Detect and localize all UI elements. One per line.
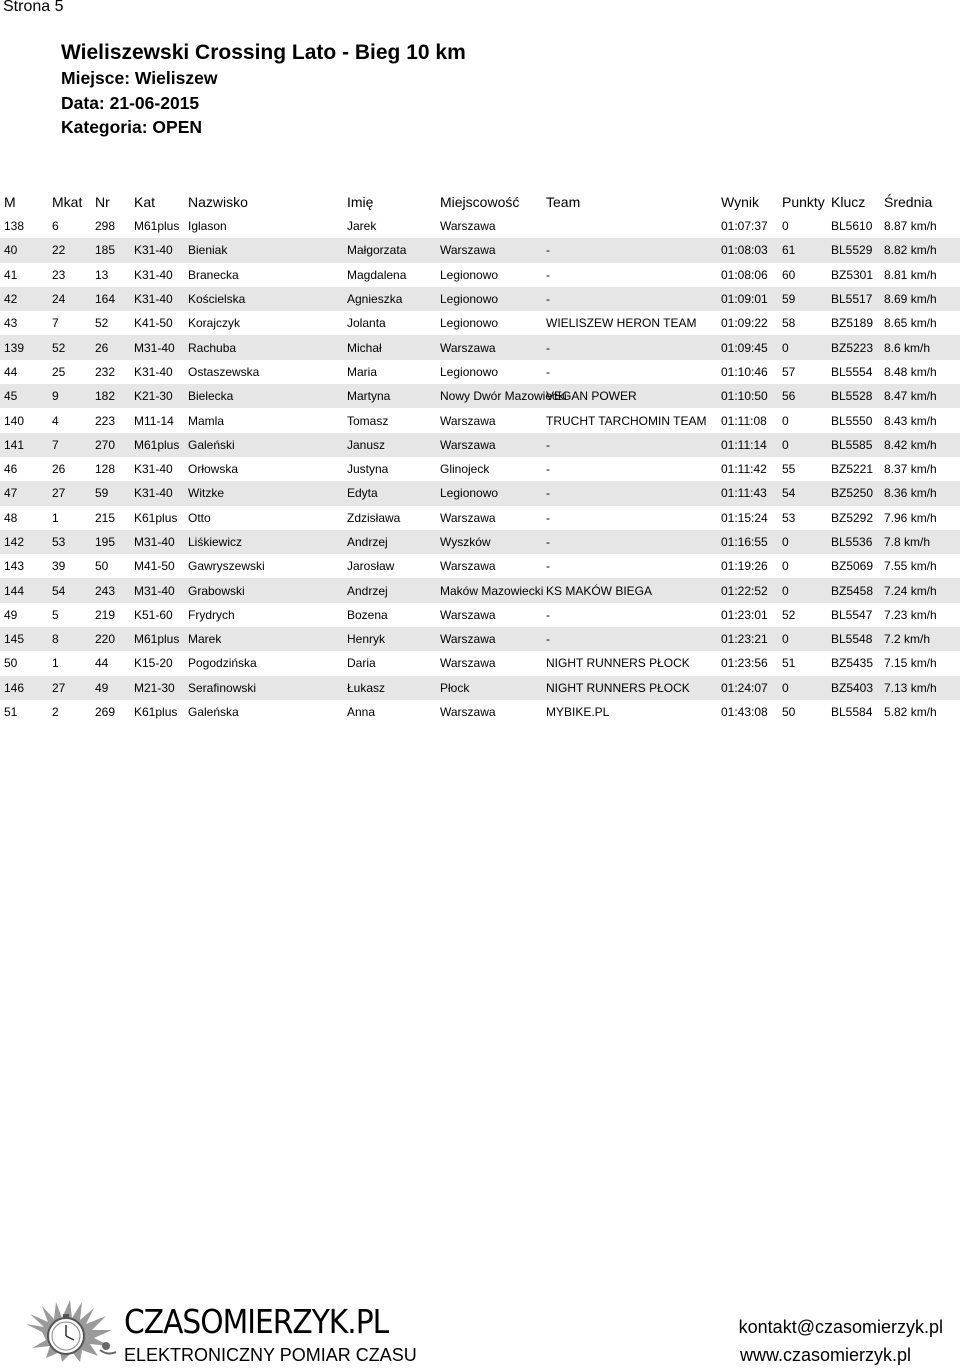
table-cell: BL5550 bbox=[831, 413, 873, 428]
table-cell: Warszawa bbox=[440, 340, 496, 355]
table-cell: KS MAKÓW BIEGA bbox=[546, 583, 653, 598]
table-cell: Witzke bbox=[188, 486, 224, 501]
table-cell: Warszawa bbox=[440, 437, 496, 452]
race-category: Kategoria: OPEN bbox=[61, 117, 202, 137]
table-cell: M31-40 bbox=[134, 583, 175, 598]
table-cell: - bbox=[546, 559, 550, 574]
table-cell: 54 bbox=[52, 583, 66, 598]
table-cell: Warszawa bbox=[440, 705, 496, 720]
table-cell: Otto bbox=[188, 510, 211, 525]
table-cell: K31-40 bbox=[134, 462, 173, 477]
table-cell: 01:07:37 bbox=[721, 219, 768, 234]
table-cell: Liśkiewicz bbox=[188, 535, 243, 549]
table-cell: 185 bbox=[95, 243, 116, 258]
table-cell: 0 bbox=[782, 437, 789, 452]
table-cell: BL5610 bbox=[831, 219, 873, 234]
table-cell: K31-40 bbox=[134, 486, 173, 501]
table-cell: 50 bbox=[4, 656, 18, 671]
table-cell: 52 bbox=[782, 607, 796, 622]
table-cell: - bbox=[546, 437, 550, 452]
table-cell: 01:22:52 bbox=[721, 583, 768, 598]
table-cell: 0 bbox=[782, 340, 789, 355]
table-cell: 01:09:45 bbox=[721, 340, 768, 355]
race-place: Miejsce: Wieliszew bbox=[61, 68, 218, 88]
table-cell: Grabowski bbox=[188, 583, 245, 598]
table-cell: BL5547 bbox=[831, 607, 873, 622]
table-cell: 8.48 km/h bbox=[884, 364, 937, 379]
table-cell: 13 bbox=[95, 267, 109, 282]
table-cell: 8.36 km/h bbox=[884, 486, 937, 501]
table-cell: K51-60 bbox=[134, 607, 173, 622]
table-row bbox=[0, 408, 960, 432]
table-cell: Łukasz bbox=[347, 680, 386, 695]
table-cell: Marek bbox=[188, 632, 222, 647]
table-cell: 43 bbox=[4, 316, 18, 331]
table-cell: 50 bbox=[782, 705, 796, 720]
table-row bbox=[0, 554, 960, 578]
table-cell: 53 bbox=[782, 510, 796, 525]
table-cell: BL5529 bbox=[831, 243, 873, 258]
table-cell: 6 bbox=[52, 219, 59, 234]
table-cell: BZ5221 bbox=[831, 462, 874, 477]
table-cell: 7.55 km/h bbox=[884, 559, 937, 574]
table-cell: 164 bbox=[95, 292, 116, 307]
table-cell: 7.2 km/h bbox=[884, 632, 931, 647]
table-cell: K41-50 bbox=[134, 316, 173, 331]
table-cell: 22 bbox=[52, 243, 66, 258]
table-cell: - bbox=[546, 292, 550, 307]
table-cell: 0 bbox=[782, 535, 789, 549]
table-cell: BZ5403 bbox=[831, 680, 874, 695]
table-cell: 8.42 km/h bbox=[884, 437, 937, 452]
table-cell: Małgorzata bbox=[347, 243, 407, 258]
stopwatch-hedgehog-icon bbox=[22, 1294, 122, 1366]
table-cell: Legionowo bbox=[440, 364, 499, 379]
table-cell: 140 bbox=[4, 413, 25, 428]
table-cell: NIGHT RUNNERS PŁOCK bbox=[546, 680, 690, 695]
table-cell: Ostaszewska bbox=[188, 364, 260, 379]
table-cell: 27 bbox=[52, 486, 66, 501]
table-cell: 0 bbox=[782, 632, 789, 647]
table-cell: 50 bbox=[95, 559, 109, 574]
table-cell: Agnieszka bbox=[347, 292, 403, 307]
table-cell: BL5548 bbox=[831, 632, 873, 647]
results-table bbox=[0, 190, 960, 724]
table-cell: 8.82 km/h bbox=[884, 243, 937, 258]
table-cell: 138 bbox=[4, 219, 25, 234]
table-cell: Zdzisława bbox=[347, 510, 401, 525]
column-header: Wynik bbox=[721, 194, 759, 210]
table-cell: M61plus bbox=[134, 219, 180, 234]
table-cell: 49 bbox=[4, 607, 18, 622]
table-cell: Galeński bbox=[188, 437, 235, 452]
table-cell: Jarosław bbox=[347, 559, 395, 574]
table-cell: 01:23:21 bbox=[721, 632, 768, 647]
brand-name: CZASOMIERZYK.PL bbox=[124, 1302, 389, 1341]
table-cell bbox=[542, 214, 717, 238]
table-cell: 01:16:55 bbox=[721, 535, 768, 549]
table-cell: 01:15:24 bbox=[721, 510, 768, 525]
table-cell: K15-20 bbox=[134, 656, 173, 671]
table-cell: Pogodzińska bbox=[188, 656, 257, 671]
table-cell: Galeńska bbox=[188, 705, 239, 720]
table-row bbox=[0, 651, 960, 675]
table-cell: Bielecka bbox=[188, 389, 234, 404]
table-cell: 298 bbox=[95, 219, 116, 234]
page-label: Strona 5 bbox=[3, 0, 64, 15]
table-cell: Henryk bbox=[347, 632, 386, 647]
table-cell: 49 bbox=[95, 680, 109, 695]
table-cell: BZ5458 bbox=[831, 583, 874, 598]
table-cell: 45 bbox=[4, 389, 18, 404]
table-cell: 8.47 km/h bbox=[884, 389, 937, 404]
table-cell: 128 bbox=[95, 462, 116, 477]
table-cell: 44 bbox=[4, 364, 18, 379]
table-cell: - bbox=[546, 486, 550, 501]
table-cell: 60 bbox=[782, 267, 796, 282]
table-cell: Justyna bbox=[347, 462, 389, 477]
table-cell: Andrzej bbox=[347, 535, 388, 549]
table-cell: 2 bbox=[52, 705, 59, 720]
table-cell: Kościelska bbox=[188, 292, 246, 307]
table-cell: K61plus bbox=[134, 705, 178, 720]
table-cell: 59 bbox=[782, 292, 796, 307]
table-row bbox=[0, 676, 960, 700]
table-cell: Mamla bbox=[188, 413, 225, 428]
table-cell: BL5517 bbox=[831, 292, 873, 307]
table-cell: 58 bbox=[782, 316, 796, 331]
table-cell: 8.87 km/h bbox=[884, 219, 937, 234]
table-cell: K31-40 bbox=[134, 267, 173, 282]
table-cell: 51 bbox=[782, 656, 796, 671]
column-header: Średnia bbox=[884, 194, 933, 210]
table-cell: - bbox=[546, 340, 550, 355]
table-cell: Tomasz bbox=[347, 413, 389, 428]
table-cell: 195 bbox=[95, 535, 116, 549]
column-header: Team bbox=[546, 194, 581, 210]
table-cell: Legionowo bbox=[440, 292, 499, 307]
table-cell: K31-40 bbox=[134, 292, 173, 307]
table-cell: 47 bbox=[4, 486, 18, 501]
table-cell: 52 bbox=[95, 316, 109, 331]
table-cell: 56 bbox=[782, 389, 796, 404]
table-cell: 0 bbox=[782, 413, 789, 428]
table-cell: BZ5223 bbox=[831, 340, 874, 355]
table-cell: 44 bbox=[95, 656, 109, 671]
table-cell: Gawryszewski bbox=[188, 559, 265, 574]
table-cell: 23 bbox=[52, 267, 66, 282]
table-row bbox=[0, 360, 960, 384]
table-cell: - bbox=[546, 607, 550, 622]
table-cell: M21-30 bbox=[134, 680, 175, 695]
table-row bbox=[0, 335, 960, 359]
table-cell: 5 bbox=[52, 607, 59, 622]
table-cell: M31-40 bbox=[134, 535, 175, 549]
table-cell: TRUCHT TARCHOMIN TEAM bbox=[546, 413, 707, 428]
table-cell: K61plus bbox=[134, 510, 178, 525]
table-cell: 48 bbox=[4, 510, 18, 525]
table-cell: 9 bbox=[52, 389, 59, 404]
table-cell: 145 bbox=[4, 632, 25, 647]
table-cell: 0 bbox=[782, 583, 789, 598]
table-cell: - bbox=[546, 364, 550, 379]
table-cell: 0 bbox=[782, 559, 789, 574]
table-cell: 26 bbox=[52, 462, 66, 477]
table-cell: 59 bbox=[95, 486, 109, 501]
table-cell: K31-40 bbox=[134, 243, 173, 258]
race-title: Wieliszewski Crossing Lato - Bieg 10 km bbox=[61, 41, 466, 64]
table-row bbox=[0, 530, 960, 554]
table-cell: Nowy Dwór Mazowiecki bbox=[440, 389, 567, 404]
table-cell: 01:10:50 bbox=[721, 389, 768, 404]
table-row bbox=[0, 700, 960, 724]
table-cell: 7.23 km/h bbox=[884, 607, 937, 622]
table-cell: 46 bbox=[4, 462, 18, 477]
table-cell: M31-40 bbox=[134, 340, 175, 355]
table-cell: 01:19:26 bbox=[721, 559, 768, 574]
table-cell: Orłowska bbox=[188, 462, 239, 477]
table-cell: Serafinowski bbox=[188, 680, 257, 695]
results-header-row bbox=[0, 190, 960, 214]
table-cell: 26 bbox=[95, 340, 109, 355]
table-cell: K21-30 bbox=[134, 389, 173, 404]
column-header: Nazwisko bbox=[188, 194, 248, 210]
table-cell: M61plus bbox=[134, 632, 180, 647]
table-cell: BL5584 bbox=[831, 705, 873, 720]
table-row bbox=[0, 433, 960, 457]
table-cell: 39 bbox=[52, 559, 66, 574]
table-cell: 8.65 km/h bbox=[884, 316, 937, 331]
table-cell: Legionowo bbox=[440, 486, 499, 501]
table-cell: NIGHT RUNNERS PŁOCK bbox=[546, 656, 690, 671]
table-cell: 01:11:43 bbox=[721, 486, 767, 501]
table-cell: 01:23:01 bbox=[721, 607, 768, 622]
results-body bbox=[0, 214, 960, 724]
column-header: Miejscowość bbox=[440, 194, 520, 210]
table-cell: 54 bbox=[782, 486, 796, 501]
table-cell: BL5536 bbox=[831, 535, 873, 549]
table-cell: Janusz bbox=[347, 437, 386, 452]
column-header: Punkty bbox=[782, 194, 825, 210]
table-cell: BL5528 bbox=[831, 389, 873, 404]
table-cell: 0 bbox=[782, 219, 789, 234]
table-cell: 1 bbox=[52, 510, 59, 525]
column-header: Mkat bbox=[52, 194, 83, 210]
table-cell: 40 bbox=[4, 243, 18, 258]
table-row bbox=[0, 457, 960, 481]
table-cell: 8.69 km/h bbox=[884, 292, 937, 307]
table-cell: Iglason bbox=[188, 219, 227, 234]
table-cell: Warszawa bbox=[440, 243, 496, 258]
table-cell: Andrzej bbox=[347, 583, 388, 598]
table-cell: 42 bbox=[4, 292, 18, 307]
table-row bbox=[0, 603, 960, 627]
race-date: Data: 21-06-2015 bbox=[61, 92, 200, 113]
table-cell: Warszawa bbox=[440, 656, 496, 671]
table-row bbox=[0, 578, 960, 602]
table-cell: Wyszków bbox=[440, 535, 491, 549]
document-header bbox=[61, 40, 466, 140]
table-cell: - bbox=[546, 267, 550, 282]
table-cell: Jarek bbox=[347, 219, 377, 234]
table-cell: Michał bbox=[347, 340, 382, 355]
table-cell: Warszawa bbox=[440, 413, 496, 428]
table-cell: 24 bbox=[52, 292, 66, 307]
table-cell: Edyta bbox=[347, 486, 378, 501]
table-cell: Bieniak bbox=[188, 243, 228, 258]
table-cell: Maków Mazowiecki bbox=[440, 583, 544, 598]
table-cell: - bbox=[546, 462, 550, 477]
table-cell: 8.81 km/h bbox=[884, 267, 937, 282]
table-cell: 8.43 km/h bbox=[884, 413, 937, 428]
table-cell: Branecka bbox=[188, 267, 239, 282]
table-row bbox=[0, 384, 960, 408]
table-cell: Legionowo bbox=[440, 267, 499, 282]
table-cell: Frydrych bbox=[188, 607, 235, 622]
table-cell: 57 bbox=[782, 364, 796, 379]
table-cell: 51 bbox=[4, 705, 18, 720]
table-row bbox=[0, 238, 960, 262]
table-cell: 243 bbox=[95, 583, 116, 598]
table-row bbox=[0, 287, 960, 311]
table-cell: Martyna bbox=[347, 389, 391, 404]
table-cell: Warszawa bbox=[440, 559, 496, 574]
table-cell: 01:09:22 bbox=[721, 316, 768, 331]
table-cell: 7.15 km/h bbox=[884, 656, 937, 671]
table-cell: Korajczyk bbox=[188, 316, 241, 331]
column-header: Kat bbox=[134, 194, 156, 210]
table-cell: 55 bbox=[782, 462, 796, 477]
column-header: Imię bbox=[347, 194, 374, 210]
contact-website[interactable]: www.czasomierzyk.pl bbox=[739, 1345, 911, 1365]
table-cell: 01:11:42 bbox=[721, 462, 767, 477]
table-cell: - bbox=[546, 535, 550, 549]
table-cell: Rachuba bbox=[188, 340, 237, 355]
table-cell: Legionowo bbox=[440, 316, 499, 331]
table-cell: 7.13 km/h bbox=[884, 680, 937, 695]
table-cell: BL5585 bbox=[831, 437, 873, 452]
table-cell: 182 bbox=[95, 389, 116, 404]
table-cell: 7.96 km/h bbox=[884, 510, 937, 525]
table-row bbox=[0, 214, 960, 238]
brand-tagline: ELEKTRONICZNY POMIAR CZASU bbox=[124, 1345, 417, 1365]
table-cell: BZ5250 bbox=[831, 486, 874, 501]
table-cell: Jolanta bbox=[347, 316, 386, 331]
table-cell: WIELISZEW HERON TEAM bbox=[546, 316, 697, 331]
table-cell: Warszawa bbox=[440, 219, 496, 234]
table-row bbox=[0, 627, 960, 651]
table-cell: M61plus bbox=[134, 437, 180, 452]
table-cell: 142 bbox=[4, 535, 25, 549]
table-cell: 232 bbox=[95, 364, 116, 379]
table-cell: Warszawa bbox=[440, 510, 496, 525]
table-cell: 7 bbox=[52, 316, 59, 331]
table-cell: Glinojeck bbox=[440, 462, 490, 477]
table-cell: - bbox=[546, 243, 550, 258]
table-cell: Warszawa bbox=[440, 632, 496, 647]
table-cell: 8 bbox=[52, 632, 59, 647]
table-cell: 7.8 km/h bbox=[884, 535, 931, 549]
table-cell: 25 bbox=[52, 364, 66, 379]
table-cell: 223 bbox=[95, 413, 116, 428]
table-cell: BZ5301 bbox=[831, 267, 874, 282]
table-cell: 01:09:01 bbox=[721, 292, 768, 307]
table-cell: K31-40 bbox=[134, 364, 173, 379]
table-cell: MYBIKE.PL bbox=[546, 705, 610, 720]
table-cell: BZ5069 bbox=[831, 559, 874, 574]
table-cell: 215 bbox=[95, 510, 116, 525]
table-cell: Maria bbox=[347, 364, 378, 379]
table-cell: 01:10:46 bbox=[721, 364, 768, 379]
table-cell: 270 bbox=[95, 437, 116, 452]
table-cell: BZ5189 bbox=[831, 316, 874, 331]
table-cell: 219 bbox=[95, 607, 116, 622]
table-cell: - bbox=[546, 510, 550, 525]
table-cell: Płock bbox=[440, 680, 470, 695]
table-cell: 144 bbox=[4, 583, 25, 598]
table-cell: 01:08:06 bbox=[721, 267, 768, 282]
table-cell: BZ5435 bbox=[831, 656, 874, 671]
table-cell: 141 bbox=[4, 437, 25, 452]
table-cell: 8.6 km/h bbox=[884, 340, 931, 355]
table-cell: BL5554 bbox=[831, 364, 873, 379]
table-cell: 01:24:07 bbox=[721, 680, 768, 695]
table-cell: 01:43:08 bbox=[721, 705, 768, 720]
table-cell: 1 bbox=[52, 656, 59, 671]
table-cell: M11-14 bbox=[134, 413, 174, 428]
table-cell: 5.82 km/h bbox=[884, 705, 937, 720]
table-cell: 01:11:14 bbox=[721, 437, 767, 452]
table-cell: 01:11:08 bbox=[721, 413, 767, 428]
table-row bbox=[0, 263, 960, 287]
table-row bbox=[0, 506, 960, 530]
table-cell: 61 bbox=[782, 243, 796, 258]
table-cell: 7 bbox=[52, 437, 59, 452]
table-cell: Daria bbox=[347, 656, 376, 671]
table-cell: 146 bbox=[4, 680, 25, 695]
table-cell: 01:08:03 bbox=[721, 243, 768, 258]
table-row bbox=[0, 311, 960, 335]
table-cell: VEGAN POWER bbox=[546, 389, 637, 404]
column-header: Nr bbox=[95, 194, 110, 210]
table-cell: - bbox=[546, 632, 550, 647]
table-cell: 27 bbox=[52, 680, 66, 695]
table-cell: 53 bbox=[52, 535, 66, 549]
table-cell: 139 bbox=[4, 340, 25, 355]
table-row bbox=[0, 481, 960, 505]
table-cell: Anna bbox=[347, 705, 376, 720]
table-cell: 52 bbox=[52, 340, 66, 355]
table-cell: 41 bbox=[4, 267, 18, 282]
table-cell: 4 bbox=[52, 413, 59, 428]
table-cell: 01:23:56 bbox=[721, 656, 768, 671]
contact-email[interactable]: kontakt@czasomierzyk.pl bbox=[738, 1317, 943, 1337]
table-cell: 269 bbox=[95, 705, 116, 720]
table-cell: Magdalena bbox=[347, 267, 407, 282]
table-cell: M41-50 bbox=[134, 559, 175, 574]
table-cell: 143 bbox=[4, 559, 25, 574]
table-cell: 7.24 km/h bbox=[884, 583, 937, 598]
table-cell: Warszawa bbox=[440, 607, 496, 622]
table-cell: 8.37 km/h bbox=[884, 462, 937, 477]
table-cell: BZ5292 bbox=[831, 510, 874, 525]
table-cell: 0 bbox=[782, 680, 789, 695]
column-header: Klucz bbox=[831, 194, 866, 210]
table-cell: Bozena bbox=[347, 607, 388, 622]
column-header: M bbox=[4, 194, 16, 210]
table-cell: 220 bbox=[95, 632, 116, 647]
